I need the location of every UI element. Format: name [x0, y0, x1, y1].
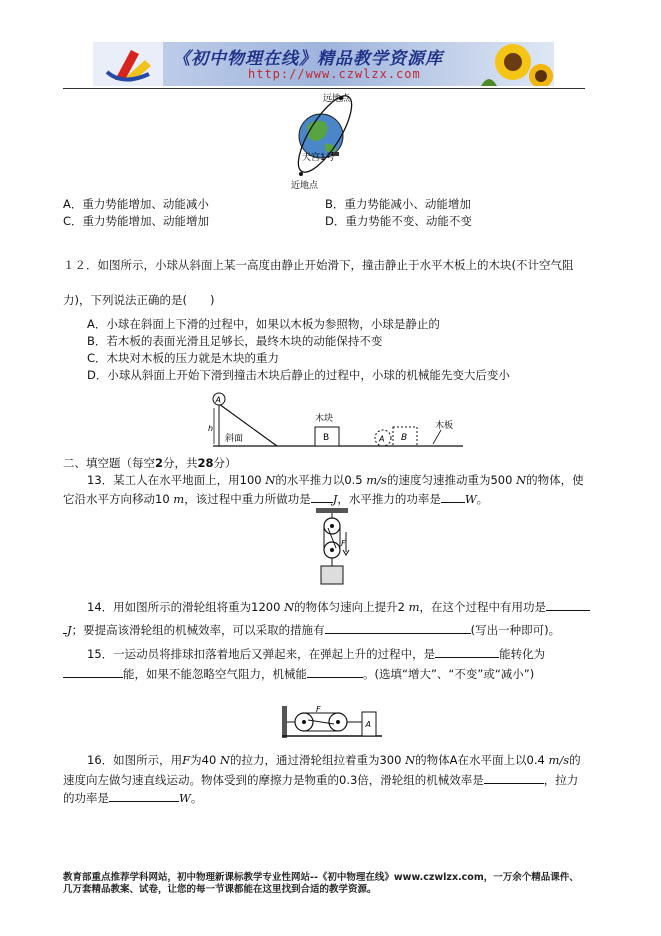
banner-title: 《初中物理在线》精品教学资源库	[173, 49, 443, 69]
q11-option-a: A．重力势能增加、动能减小	[63, 197, 209, 211]
ball-label: A	[215, 395, 221, 405]
q16-line2: 速度向左做匀速直线运动。物体受到的摩擦力是物重的0.3倍，滑轮组的机械效率是 ，拉力	[63, 773, 579, 787]
section2-heading: 二、填空题（每空2分，共28分）	[63, 456, 237, 470]
slope-label: 斜面	[225, 434, 244, 444]
pulley-figure	[312, 508, 352, 588]
height-label: h	[208, 424, 214, 433]
satellite-label: 天宫1号	[302, 153, 335, 163]
far-point-label: 远地点	[323, 94, 351, 104]
q15-line1: 15．一运动员将排球扣落着地后又弹起来，在弹起上升的过程中，是 能转化为	[87, 647, 546, 661]
q15-blank-energy-2[interactable]	[63, 665, 123, 678]
banner-url[interactable]: http://www.czwlzx.com	[248, 67, 421, 81]
q14-blank-useful-work[interactable]	[546, 598, 590, 611]
q13-line2: 它沿水平方向移动10 m，该过程中重力所做功是 J，水平推力的功率是 W。	[63, 492, 489, 506]
q12-stem-line2: 力)，下列说法正确的是( )	[63, 293, 215, 307]
horizontal-pulley-figure	[282, 702, 382, 738]
q13-blank-work[interactable]	[311, 490, 333, 503]
q12-option-b: B．若木板的表面光滑且足够长，最终木块的动能保持不变	[87, 334, 383, 348]
block-letter: B	[323, 433, 330, 443]
q13-line1: 13．某工人在水平地面上，用100 N的水平推力以0.5 m/s的速度匀速推动重为500 N的物体，使	[87, 473, 584, 487]
q16-line3: 的功率是 W。	[63, 791, 203, 805]
horizontal-force-label: F	[316, 705, 321, 714]
q12-stem-line1: １２．如图所示，小球从斜面上某一高度由静止开始滑下，撞击静止于水平木板上的木块(不计空气阻	[63, 258, 574, 272]
q14-blank-measure[interactable]	[325, 621, 471, 634]
object-a-label: A	[365, 720, 371, 729]
q12-option-d: D．小球从斜面上开始下滑到撞击木块后静止的过程中，小球的机械能先变大后变小	[87, 368, 510, 382]
q14-line1: 14．用如图所示的滑轮组将重为1200 N的物体匀速向上提升2 m，在这个过程中有用功是	[87, 598, 590, 615]
orbit-figure	[285, 92, 365, 192]
q15-blank-mech-energy[interactable]	[307, 665, 363, 678]
q12-option-c: C．木块对木板的压力就是木块的重力	[87, 351, 280, 365]
header-banner	[93, 42, 554, 86]
ball-label-dashed: A	[379, 434, 385, 444]
block-letter-dashed: B	[401, 433, 408, 443]
q16-blank-power[interactable]	[109, 789, 179, 802]
q16-blank-efficiency[interactable]	[484, 771, 544, 784]
q11-option-c: C．重力势能增加、动能增加	[63, 214, 210, 228]
q14-line2: J；要提高该滑轮组的机械效率，可以采取的措施有 (写出一种即可)。	[63, 621, 560, 638]
footer-line2: 几万套精品教案、试卷，让您的每一节课都能在这里找到合适的教学资源。	[63, 884, 377, 895]
q13-blank-power[interactable]	[441, 490, 465, 503]
plank-label: 木板	[435, 421, 454, 431]
incline-figure	[205, 390, 470, 450]
q15-blank-energy-1[interactable]	[435, 645, 499, 658]
q16-line1: 16．如图所示，用F为40 N的拉力，通过滑轮组拉着重为300 N的物体A在水平面上以0.4 m/s的	[87, 753, 581, 767]
q11-option-b: B．重力势能减小、动能增加	[325, 197, 471, 211]
footer-line1: 教育部重点推荐学科网站，初中物理新课标教学专业性网站--《初中物理在线》www.czwlzx.com，一万余个精品课件、	[63, 872, 579, 883]
q12-option-a: A．小球在斜面上下滑的过程中，如果以木板为参照物，小球是静止的	[87, 317, 440, 331]
q15-line2: 能，如果不能忽略空气阻力，机械能 。(选填“增大”、“不变”或“减小”)	[63, 665, 534, 682]
sunflower-icon	[481, 44, 553, 86]
q11-option-d: D．重力势能不变、动能不变	[325, 214, 472, 228]
near-point-label: 近地点	[291, 181, 319, 191]
pulley-force-label: F	[341, 539, 346, 548]
header-rule	[63, 88, 585, 89]
block-label: 木块	[315, 414, 334, 424]
